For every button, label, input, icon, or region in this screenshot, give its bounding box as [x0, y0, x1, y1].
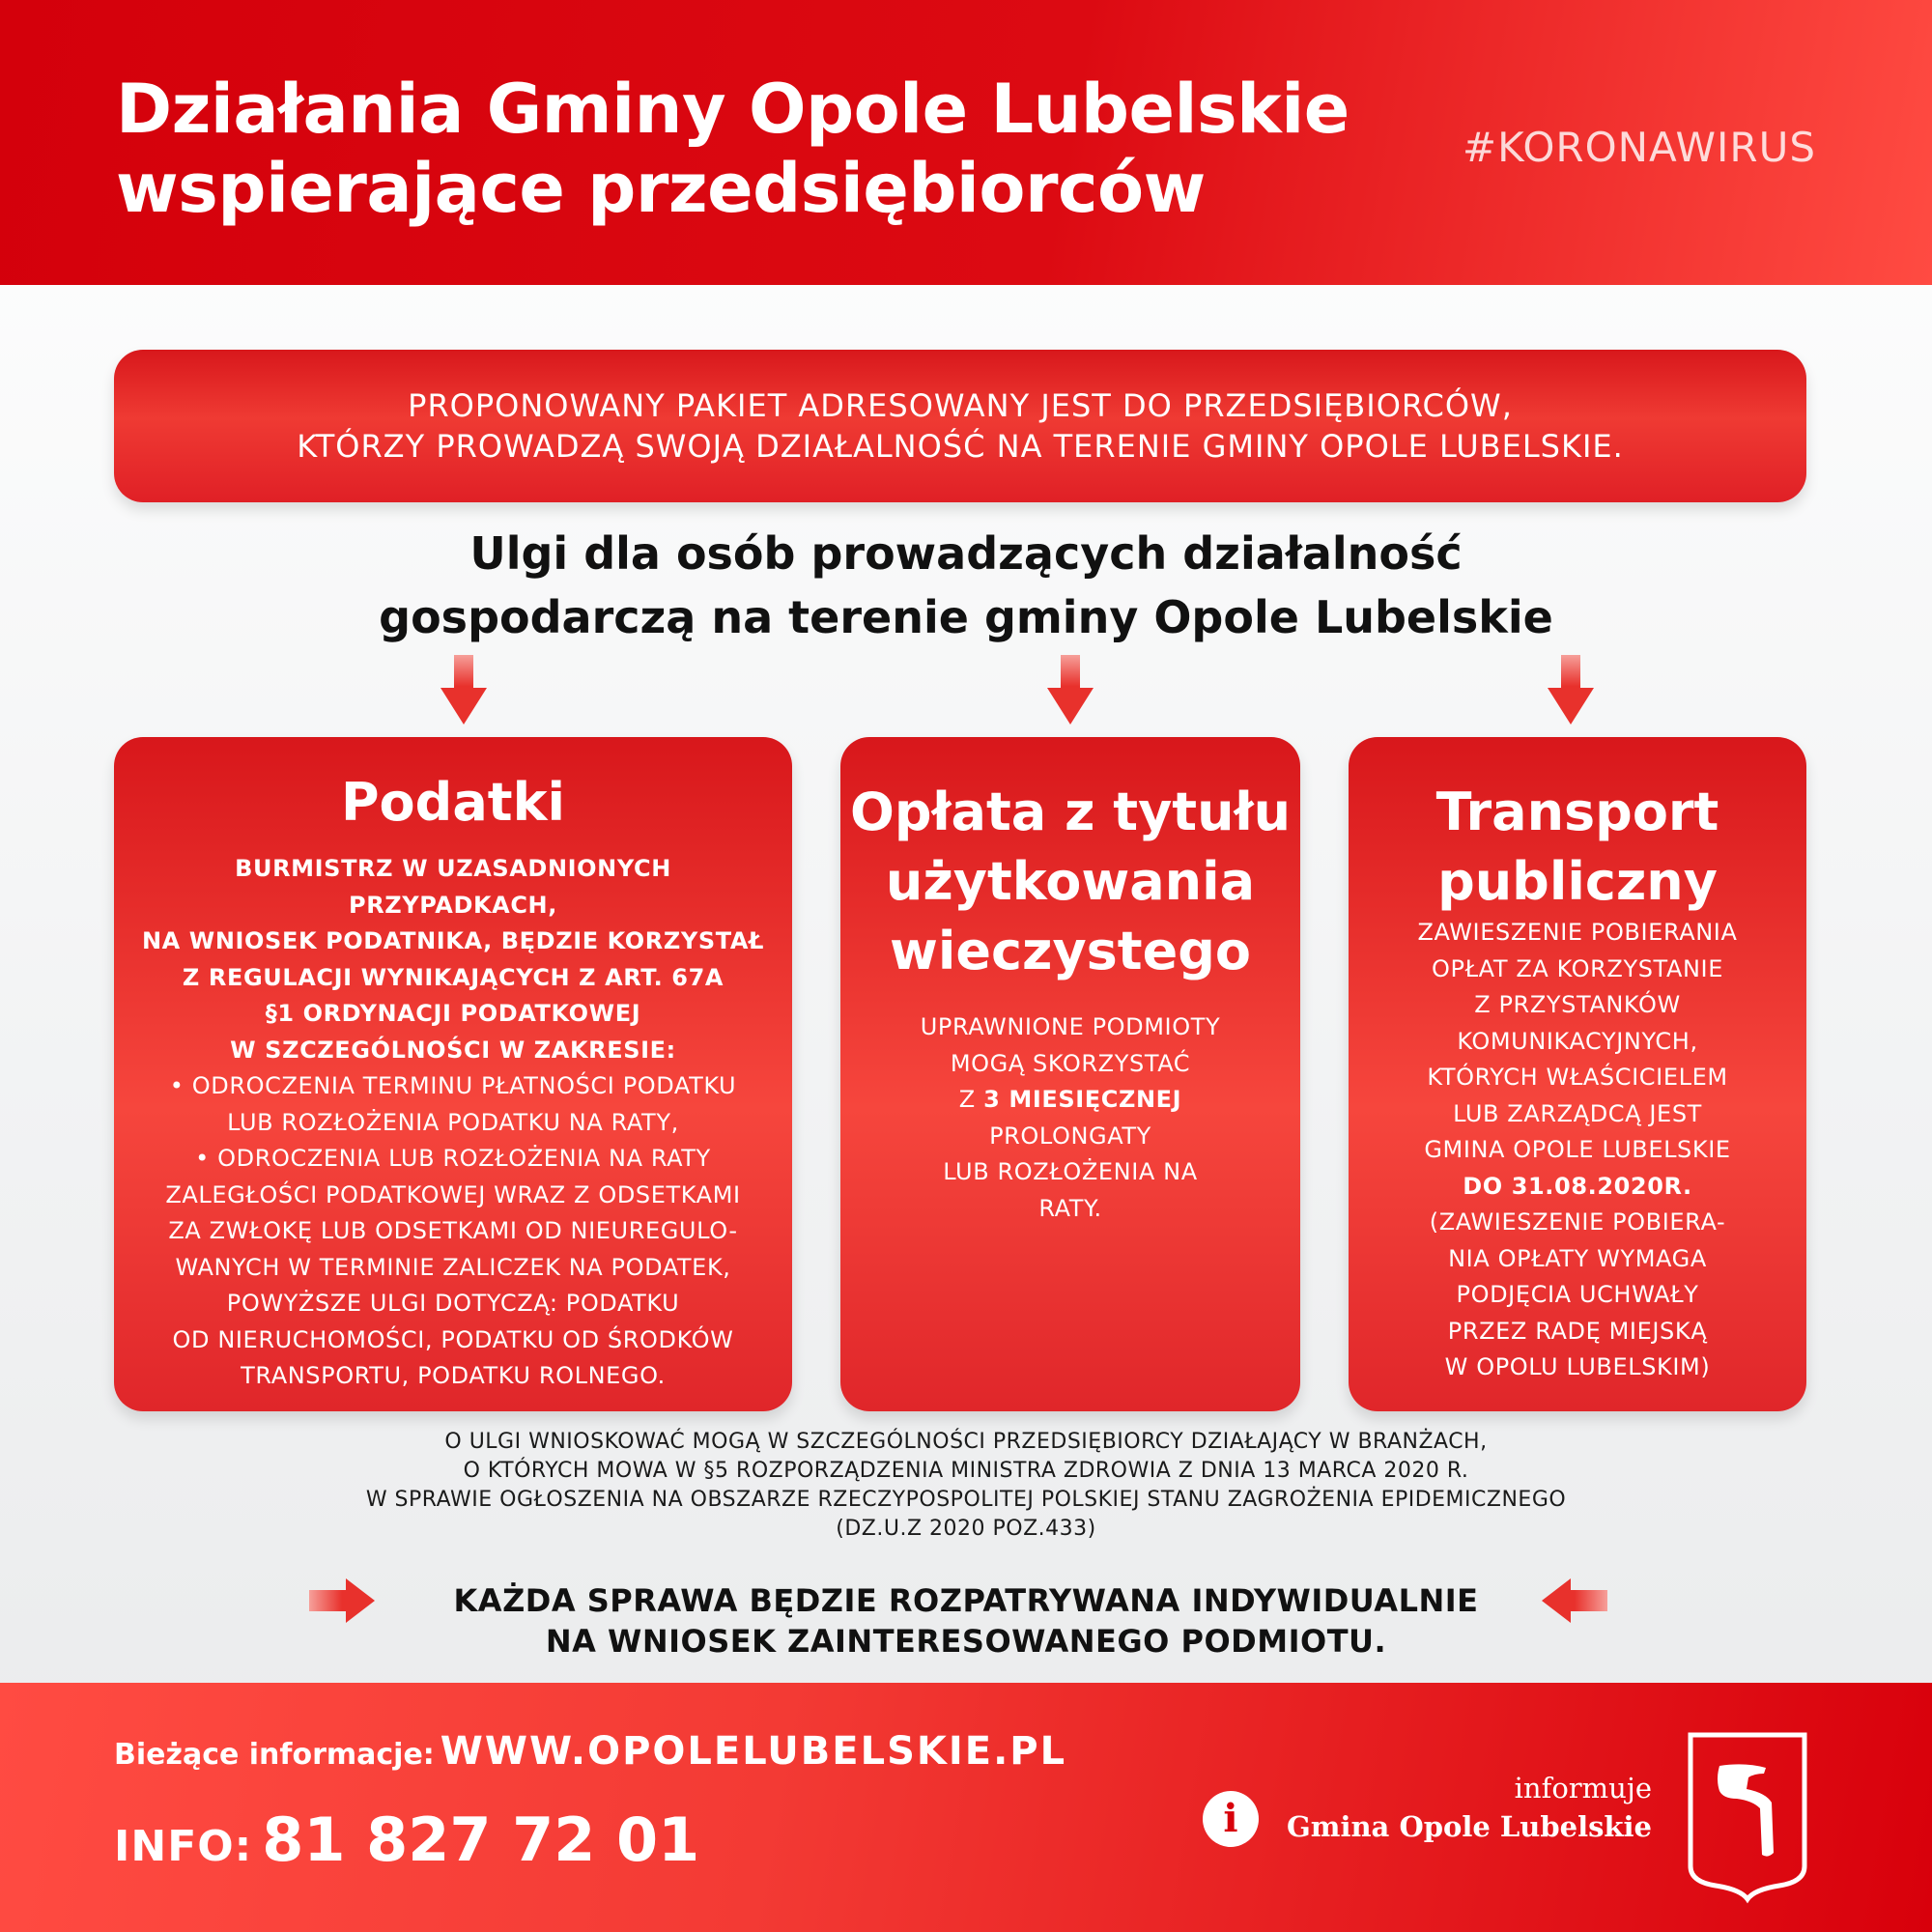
intro-line2: KTÓRZY PROWADZĄ SWOJĄ DZIAŁALNOŚĆ NA TERENIE GMINY OPOLE LUBELSKIE. — [297, 428, 1624, 465]
hashtag: #KORONAWIRUS — [1462, 124, 1816, 171]
card-text-highlight: 3 MIESIĘCZNEJ — [983, 1086, 1182, 1113]
card-text-line: KTÓRYCH WŁAŚCICIELEM — [1427, 1064, 1728, 1091]
card-title — [1349, 778, 1806, 917]
card-oplata — [840, 737, 1300, 1411]
card-body — [1349, 915, 1806, 1386]
card-text-line: PODJĘCIA UCHWAŁY — [1456, 1281, 1699, 1308]
card-text-line: GMINA OPOLE LUBELSKIE — [1424, 1136, 1731, 1163]
card-deadline: DO 31.08.2020R. — [1463, 1172, 1692, 1200]
card-text-line: POWYŻSZE ULGI DOTYCZĄ: PODATKU — [226, 1290, 680, 1317]
card-text-line: ZALEGŁOŚCI PODATKOWEJ WRAZ Z ODSETKAMI — [165, 1180, 741, 1208]
card-text-prefix: Z — [958, 1086, 984, 1113]
phone-info — [114, 1804, 699, 1875]
card-text-line: BURMISTRZ W UZASADNIONYCH PRZYPADKACH, — [235, 855, 671, 919]
card-text-line: KOMUNIKACYJNYCH, — [1457, 1027, 1698, 1055]
emphasis-note — [406, 1580, 1526, 1662]
card-text-line: UPRAWNIONE PODMIOTY — [920, 1013, 1221, 1040]
card-text-line: ZAWIESZENIE POBIERANIA — [1417, 919, 1738, 946]
website-link[interactable]: WWW.OPOLELUBELSKIE.PL — [440, 1729, 1067, 1774]
card-transport — [1349, 737, 1806, 1411]
card-text-line: NIA OPŁATY WYMAGA — [1448, 1244, 1707, 1272]
intro-banner — [114, 350, 1806, 502]
footnote-line: W SPRAWIE OGŁOSZENIA NA OBSZARZE RZECZYPOSPOLITEJ POLSKIEJ STANU ZAGROŻENIA EPIDEMICZNEGO — [365, 1488, 1567, 1512]
card-text-line: W SZCZEGÓLNOŚCI W ZAKRESIE: — [230, 1036, 676, 1064]
card-text-line: ZA ZWŁOKĘ LUB ODSETKAMI OD NIEUREGULO- — [168, 1217, 738, 1244]
card-text-line: • ODROCZENIA TERMINU PŁATNOŚCI PODATKU — [169, 1072, 737, 1099]
card-text-line: • ODROCZENIA LUB ROZŁOŻENIA NA RATY — [195, 1145, 711, 1172]
card-text-line — [864, 1082, 1277, 1119]
coat-of-arms-icon — [1685, 1729, 1810, 1905]
phone-label: INFO: — [114, 1822, 253, 1871]
card-text-line: W OPOLU LUBELSKIM) — [1444, 1353, 1711, 1380]
current-info — [114, 1729, 1066, 1774]
phone-number[interactable]: 81 827 72 01 — [262, 1804, 700, 1875]
section-subtitle — [193, 522, 1739, 649]
emphasis-line: NA WNIOSEK ZAINTERESOWANEGO PODMIOTU. — [545, 1623, 1387, 1660]
card-title — [840, 778, 1300, 986]
footnote-line: O ULGI WNIOSKOWAĆ MOGĄ W SZCZEGÓLNOŚCI PRZEDSIĘBIORCY DZIAŁAJĄCY W BRANŻACH, — [444, 1430, 1488, 1454]
card-podatki — [114, 737, 792, 1411]
informuje-label: informuje — [1514, 1772, 1652, 1804]
card-text-line: Z PRZYSTANKÓW — [1474, 991, 1681, 1018]
intro-line1: PROPONOWANY PAKIET ADRESOWANY JEST DO PRZEDSIĘBIORCÓW, — [408, 387, 1513, 424]
arrow-down-icon — [1548, 655, 1594, 724]
card-title: Podatki — [340, 772, 565, 833]
arrow-left-icon — [1542, 1578, 1607, 1623]
card-text-line: §1 ORDYNACJI PODATKOWEJ — [265, 1000, 641, 1027]
subtitle-line2: gospodarczą na terenie gminy Opole Lubelskie — [379, 591, 1553, 643]
card-text-line: WANYCH W TERMINIE ZALICZEK NA PODATEK, — [175, 1253, 731, 1281]
card-text-line: (ZAWIESZENIE POBIERA- — [1429, 1208, 1726, 1236]
legal-footnote — [174, 1428, 1758, 1544]
card-text-line: LUB ROZŁOŻENIA PODATKU NA RATY, — [227, 1108, 679, 1136]
footnote-line: (DZ.U.Z 2020 POZ.433) — [836, 1517, 1096, 1541]
arrow-down-icon — [440, 655, 487, 724]
page-title-line2: wspierające przedsiębiorców — [116, 149, 1206, 228]
emphasis-line: KAŻDA SPRAWA BĘDZIE ROZPATRYWANA INDYWIDUALNIE — [453, 1582, 1479, 1619]
card-text-line: PROLONGATY — [989, 1122, 1151, 1150]
card-text-line: NA WNIOSEK PODATNIKA, BĘDZIE KORZYSTAŁ — [141, 927, 765, 954]
page-title — [116, 70, 1372, 228]
card-body — [840, 1009, 1300, 1227]
gmina-name: Gmina Opole Lubelskie — [1287, 1810, 1652, 1843]
card-title-line: użytkowania — [885, 851, 1256, 912]
card-text-line: LUB ZARZĄDCĄ JEST — [1453, 1099, 1702, 1127]
card-text-line: PRZEZ RADĘ MIEJSKĄ — [1447, 1317, 1708, 1345]
card-text-line: LUB ROZŁOŻENIA NA — [943, 1158, 1198, 1185]
card-text-line: Z REGULACJI WYNIKAJĄCYCH Z ART. 67A — [182, 963, 724, 991]
current-info-label: Bieżące informacje: — [114, 1738, 435, 1772]
subtitle-line1: Ulgi dla osób prowadzących działalność — [469, 527, 1463, 580]
card-text-line: OD NIERUCHOMOŚCI, PODATKU OD ŚRODKÓW — [172, 1325, 734, 1353]
card-text-line: MOGĄ SKORZYSTAĆ — [950, 1049, 1191, 1077]
page-title-line1: Działania Gminy Opole Lubelskie — [116, 70, 1350, 149]
card-title-line: publiczny — [1437, 851, 1718, 912]
info-icon: i — [1203, 1791, 1259, 1847]
card-title-line: Transport — [1435, 781, 1719, 842]
card-title-line: Opłata z tytułu — [849, 781, 1292, 842]
footnote-line: O KTÓRYCH MOWA W §5 ROZPORZĄDZENIA MINISTRA ZDROWIA Z DNIA 13 MARCA 2020 R. — [463, 1459, 1469, 1483]
card-text-line: RATY. — [1038, 1194, 1102, 1222]
card-title-line: wieczystego — [890, 921, 1251, 981]
card-text-line: OPŁAT ZA KORZYSTANIE — [1432, 954, 1723, 982]
arrow-down-icon — [1047, 655, 1094, 724]
card-body — [114, 851, 792, 1395]
arrow-right-icon — [309, 1578, 375, 1623]
card-text-line: TRANSPORTU, PODATKU ROLNEGO. — [241, 1362, 666, 1389]
